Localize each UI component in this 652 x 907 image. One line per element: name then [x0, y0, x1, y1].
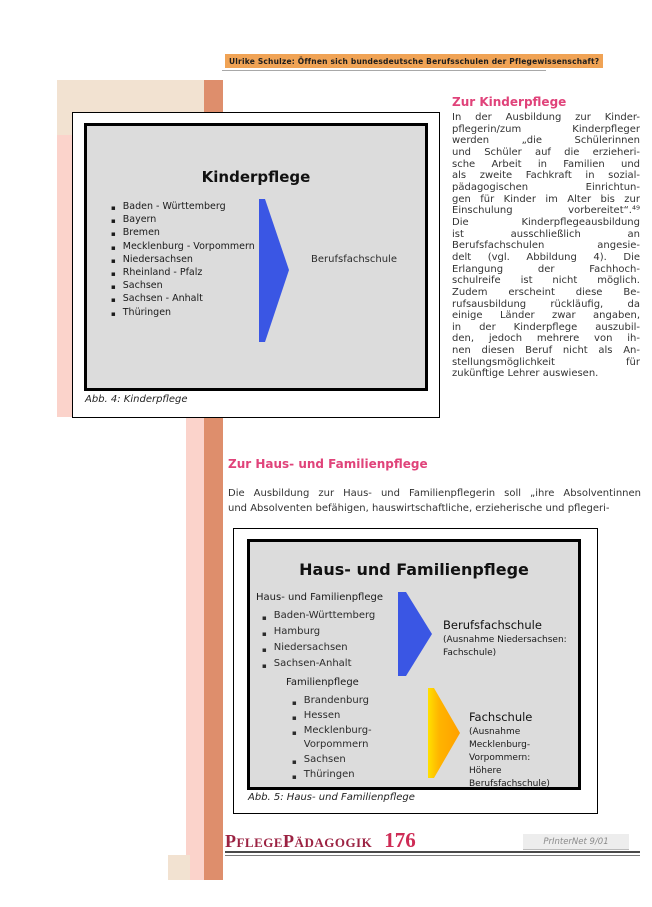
bullet-icon: ▪ — [111, 270, 116, 279]
running-header: Ulrike Schulze: Öffnen sich bundesdeutsche Berufsschulen der Pflegewissenschaft? — [225, 54, 603, 68]
figure-5-caption: Abb. 5: Haus- und Familienpflege — [248, 792, 415, 803]
blue-arrow-icon — [398, 592, 432, 676]
figure-5-frame — [233, 528, 598, 814]
text-line: In der Ausbildung zur Kinder- — [452, 112, 640, 123]
list-item — [111, 253, 283, 266]
section-heading-kinderpflege: Zur Kinderpflege — [452, 95, 567, 109]
bullet-icon: ▪ — [292, 758, 297, 766]
text-line: sche Arbeit in Familien und — [452, 158, 640, 170]
state-label: Baden-Württemberg — [273, 610, 376, 621]
list-item — [292, 694, 392, 708]
pink-left-decoration — [57, 135, 72, 417]
journal-title: PflegePädagogik — [225, 831, 373, 851]
bullet-icon: ▪ — [111, 217, 116, 226]
issue-label: PrInterNet 9/01 — [523, 834, 629, 850]
list-item — [111, 226, 283, 239]
bullet-icon: ▪ — [292, 699, 297, 707]
list-item — [111, 292, 283, 305]
bullet-icon: ▪ — [292, 773, 297, 781]
text-line: den, jedoch mehrere von ih- — [452, 333, 640, 345]
state-label: Mecklenburg-Vorpommern — [303, 725, 372, 750]
state-label: Mecklenburg - Vorpommern — [122, 240, 255, 252]
text-line: Höhere Berufsfachschule) — [469, 766, 550, 789]
list-item — [262, 624, 399, 640]
figure-4-arrow-label: Berufsfachschule — [311, 254, 397, 265]
list-item — [111, 240, 283, 253]
footer — [225, 828, 416, 853]
text-line: werden „die Schülerinnen — [452, 135, 640, 147]
group2-label: Familienpflege — [286, 677, 359, 688]
text-line: Fachschule) — [443, 648, 497, 658]
bullet-icon: ▪ — [262, 662, 267, 670]
group2-result-note — [469, 726, 578, 791]
state-label: Hamburg — [273, 626, 321, 637]
beige-bottom-decoration — [168, 855, 190, 880]
text-line: stellungsmöglichkeit für — [452, 356, 640, 368]
list-item — [262, 608, 399, 624]
state-label: Sachsen-Anhalt — [273, 658, 352, 669]
text-line: einige Länder zwar angaben, — [452, 310, 640, 322]
text-line: gen für Kinder im Alter bis zur — [452, 193, 640, 205]
text-line: Die Ausbildung zur Haus- und Familienpflegerin soll „ihre Absolventinnen — [228, 488, 641, 499]
state-label: Bayern — [122, 214, 157, 226]
figure-4-diagram — [84, 123, 428, 391]
bullet-icon: ▪ — [262, 630, 267, 638]
text-line: Einschulung vorbereitet“.⁴⁹ — [452, 205, 640, 217]
state-label: Hessen — [303, 710, 341, 721]
text-line: in der Kinderpflege auszubil- — [452, 321, 640, 333]
state-label: Bremen — [122, 227, 160, 239]
bullet-icon: ▪ — [292, 714, 297, 722]
text-line: nen diesen Beruf nicht als An- — [452, 345, 640, 357]
figure-4-caption: Abb. 4: Kinderpflege — [85, 394, 188, 405]
state-label: Thüringen — [303, 769, 355, 780]
text-line: ist ausschließlich an — [452, 228, 640, 240]
state-label: Niedersachsen — [122, 253, 193, 265]
bullet-icon: ▪ — [262, 646, 267, 654]
text-line: Die Kinderpflegeausbildung — [452, 216, 640, 228]
text-line: als zweite Fachkraft in sozial- — [452, 170, 640, 182]
text-line: (Ausnahme Niedersachsen: — [443, 635, 567, 645]
haus-familienpflege-intro-text — [228, 487, 641, 516]
state-label: Rheinland - Pfalz — [122, 267, 203, 279]
list-item — [262, 656, 399, 672]
list-item — [262, 640, 399, 656]
text-line: Erlangung der Fachhoch- — [452, 263, 640, 275]
state-label: Thüringen — [122, 306, 172, 318]
figure-4-state-list — [111, 200, 283, 319]
group1-label: Haus- und Familienpflege — [256, 592, 384, 603]
bullet-icon: ▪ — [111, 230, 116, 239]
text-line: pflegerin/zum Kinderpfleger — [452, 123, 640, 135]
list-item — [111, 213, 283, 226]
list-item — [292, 768, 392, 782]
list-item — [111, 279, 283, 292]
figure-5-title: Haus- und Familienpflege — [299, 560, 529, 579]
section-heading-haus-familienpflege: Zur Haus- und Familienpflege — [228, 457, 428, 471]
figure-5-diagram — [247, 539, 581, 790]
bullet-icon: ▪ — [111, 256, 116, 265]
orange-arrow-icon — [428, 688, 460, 778]
text-line: Vorpommern: — [469, 753, 531, 763]
list-item — [292, 753, 392, 767]
text-line: schulreife ist nicht möglich. — [452, 275, 640, 287]
state-label: Brandenburg — [303, 695, 369, 706]
figure-4-frame — [72, 112, 440, 418]
state-label: Sachsen — [303, 754, 346, 765]
group2-result-label: Fachschule — [469, 710, 533, 724]
bullet-icon: ▪ — [292, 729, 297, 737]
bullet-icon: ▪ — [111, 309, 116, 318]
list-item — [111, 266, 283, 279]
text-line: rufsausbildung rückläufig, da — [452, 298, 640, 310]
text-line: Zudem erscheint diese Be- — [452, 286, 640, 298]
state-label: Sachsen - Anhalt — [122, 293, 203, 305]
group1-state-list — [262, 608, 399, 672]
bullet-icon: ▪ — [262, 614, 267, 622]
bullet-icon: ▪ — [111, 204, 116, 212]
list-item — [111, 200, 283, 213]
group1-result-label: Berufsfachschule — [443, 618, 542, 632]
text-line: pädagogischen Einrichtun- — [452, 181, 640, 193]
bullet-icon: ▪ — [111, 283, 116, 292]
blue-arrow-icon — [259, 199, 289, 342]
state-label: Sachsen — [122, 280, 163, 292]
page-number: 176 — [384, 828, 416, 852]
kinderpflege-body-text — [452, 112, 640, 380]
text-line: (Ausnahme Mecklenburg- — [469, 727, 531, 750]
text-line: und Schüler auf die erzieheri- — [452, 146, 640, 158]
text-line: delt (vgl. Abbildung 4). Die — [452, 251, 640, 263]
text-line: Berufsfachschulen angesie- — [452, 240, 640, 252]
state-label: Niedersachsen — [273, 642, 348, 653]
group2-state-list — [292, 694, 392, 783]
figure-4-title: Kinderpflege — [201, 168, 311, 186]
bullet-icon: ▪ — [111, 296, 116, 305]
group1-result-note — [443, 634, 567, 660]
list-item — [292, 724, 392, 752]
header-rule — [222, 70, 546, 71]
list-item — [111, 306, 283, 319]
bullet-icon: ▪ — [111, 243, 116, 252]
state-label: Baden - Württemberg — [122, 201, 226, 212]
text-line: zukünftige Lehrer auswiesen. — [452, 368, 599, 380]
text-line: und Absolventen befähigen, hauswirtschaftliche, erzieherische und pflegeri- — [228, 502, 610, 514]
list-item — [292, 709, 392, 723]
